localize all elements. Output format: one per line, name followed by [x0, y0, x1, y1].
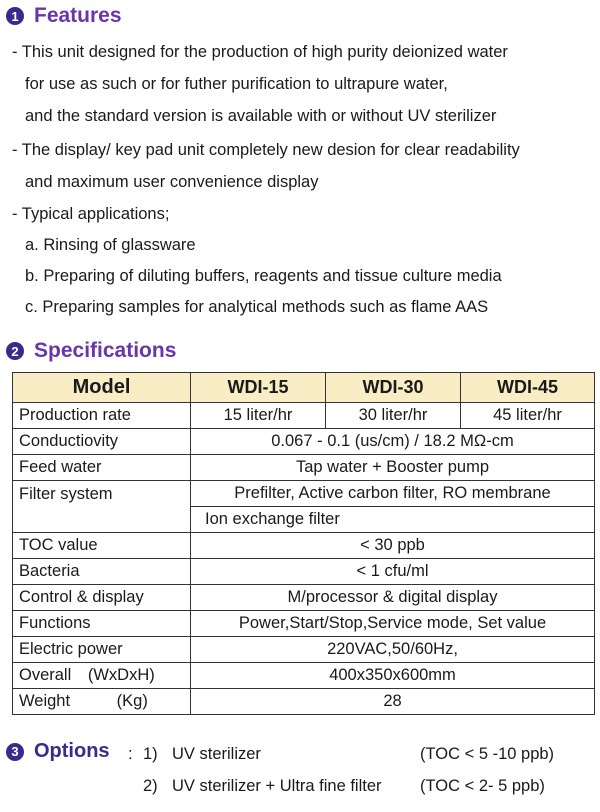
control-label: Control & display — [13, 585, 191, 611]
conductivity-label: Conductiovity — [13, 429, 191, 455]
feature-line: - This unit designed for the production of high purity deionized water — [12, 43, 508, 61]
header-model: Model — [13, 373, 191, 403]
feature-line: - Typical applications; — [12, 205, 170, 223]
option-1-toc: (TOC < 5 -10 ppb) — [420, 745, 555, 763]
specifications-badge: 2 — [6, 342, 24, 360]
features-title: Features — [34, 4, 122, 27]
option-1-number: 1) — [143, 745, 158, 763]
feed-water-label: Feed water — [13, 455, 191, 481]
control-value: M/processor & digital display — [191, 585, 595, 611]
feature-line: for use as such or for futher purification to ultrapure water, — [25, 75, 448, 93]
option-1-name: UV sterilizer — [172, 745, 261, 763]
bacteria-label: Bacteria — [13, 559, 191, 585]
header-wdi-45: WDI-45 — [461, 373, 595, 403]
table-row — [13, 585, 595, 611]
filter-system-label: Filter system — [13, 481, 191, 533]
table-row — [13, 689, 595, 715]
overall-label-cell — [13, 663, 191, 689]
production-rate-wdi-15: 15 liter/hr — [191, 403, 326, 429]
production-rate-wdi-30: 30 liter/hr — [326, 403, 461, 429]
options-colon: : — [128, 745, 133, 763]
overall-unit: (WxDxH) — [87, 666, 155, 684]
feature-line: - The display/ key pad unit completely new desion for clear readability — [12, 141, 520, 159]
table-header-row — [13, 373, 595, 403]
feature-line: and the standard version is available with or without UV sterilizer — [25, 107, 497, 125]
production-rate-wdi-45: 45 liter/hr — [461, 403, 595, 429]
table-row — [13, 559, 595, 585]
feed-water-value: Tap water + Booster pump — [191, 455, 595, 481]
functions-value: Power,Start/Stop,Service mode, Set value — [191, 611, 595, 637]
options-heading — [6, 740, 110, 763]
overall-label: Overall — [19, 666, 72, 684]
header-wdi-30: WDI-30 — [326, 373, 461, 403]
overall-value: 400x350x600mm — [191, 663, 595, 689]
table-row — [13, 533, 595, 559]
option-2-toc: (TOC < 2- 5 ppb) — [420, 777, 545, 795]
feature-line: a. Rinsing of glassware — [25, 236, 196, 254]
features-badge: 1 — [6, 7, 24, 25]
table-row — [13, 403, 595, 429]
table-row — [13, 637, 595, 663]
specifications-heading — [6, 339, 176, 363]
toc-value: < 30 ppb — [191, 533, 595, 559]
table-row — [13, 481, 595, 507]
specifications-title: Specifications — [34, 339, 177, 362]
weight-unit: (Kg) — [116, 692, 148, 710]
features-heading — [6, 4, 122, 28]
filter-system-value-1: Prefilter, Active carbon filter, RO membrane — [191, 481, 595, 507]
weight-value: 28 — [191, 689, 595, 715]
electric-value: 220VAC,50/60Hz, — [191, 637, 595, 663]
conductivity-value: 0.067 - 0.1 (us/cm) / 18.2 MΩ-cm — [191, 429, 595, 455]
option-2-name: UV sterilizer + Ultra fine filter — [172, 777, 382, 795]
specifications-table — [12, 372, 595, 715]
feature-line: b. Preparing of diluting buffers, reagents and tissue culture media — [25, 267, 502, 285]
options-title: Options — [34, 740, 110, 762]
filter-system-value-2: Ion exchange filter — [191, 507, 595, 533]
electric-label: Electric power — [13, 637, 191, 663]
table-row — [13, 611, 595, 637]
feature-line: c. Preparing samples for analytical methods such as flame AAS — [25, 298, 489, 316]
feature-line: and maximum user convenience display — [25, 173, 319, 191]
functions-label: Functions — [13, 611, 191, 637]
option-2-number: 2) — [143, 777, 158, 795]
table-row — [13, 455, 595, 481]
toc-label: TOC value — [13, 533, 191, 559]
options-badge: 3 — [6, 743, 24, 761]
table-row — [13, 429, 595, 455]
table-row — [13, 663, 595, 689]
header-wdi-15: WDI-15 — [191, 373, 326, 403]
weight-label: Weight — [19, 692, 71, 710]
bacteria-value: < 1 cfu/ml — [191, 559, 595, 585]
production-rate-label: Production rate — [13, 403, 191, 429]
weight-label-cell — [13, 689, 191, 715]
